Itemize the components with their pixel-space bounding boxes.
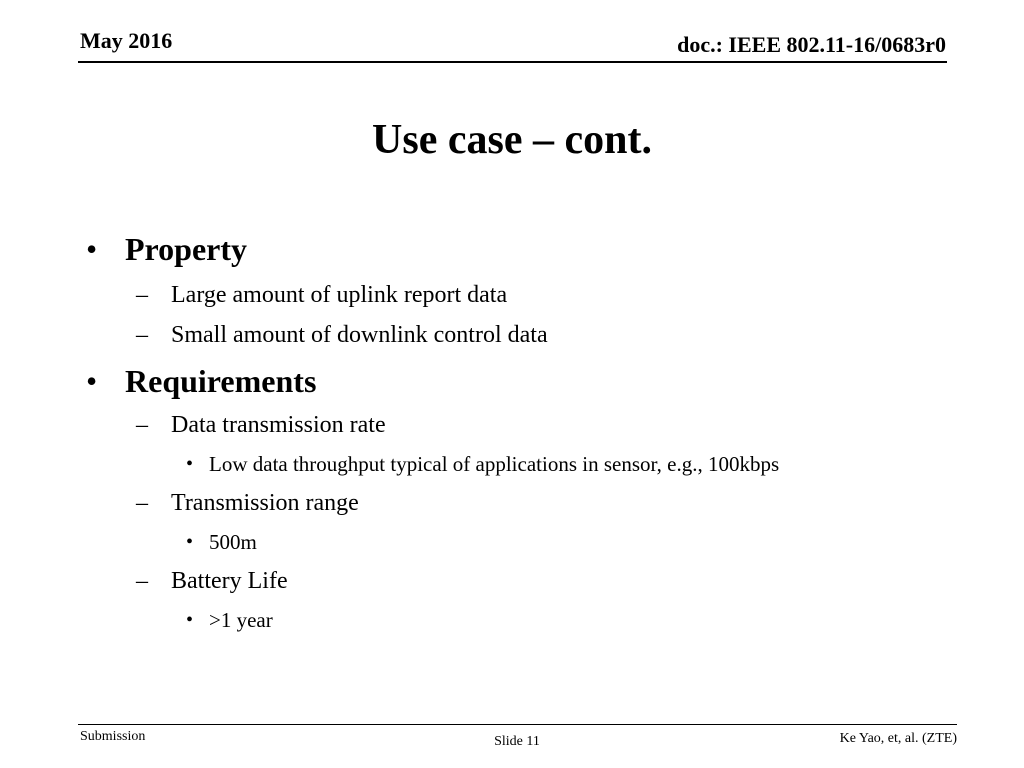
slide-title: Use case – cont. — [372, 117, 652, 163]
dash-marker: – — [136, 490, 148, 516]
bullet-marker: • — [86, 231, 98, 267]
footer-submission: Submission — [80, 729, 146, 744]
sub-list-item: Low data throughput typical of applications in sensor, e.g., 100kbps — [209, 452, 780, 476]
sub-list-item: 500m — [209, 530, 257, 554]
list-item: Transmission range — [171, 490, 359, 516]
list-item: Data transmission rate — [171, 412, 386, 438]
sub-bullet-marker: • — [186, 609, 194, 631]
footer-divider — [78, 724, 957, 725]
sub-bullet-marker: • — [186, 453, 194, 475]
footer-slide-number: Slide 11 — [494, 734, 540, 749]
sub-bullet-marker: • — [186, 531, 194, 553]
bullet-marker: • — [86, 363, 98, 399]
header-doc-id: doc.: IEEE 802.11-16/0683r0 — [677, 32, 946, 57]
dash-marker: – — [136, 412, 148, 438]
list-item: Small amount of downlink control data — [171, 322, 548, 348]
dash-marker: – — [136, 322, 148, 348]
list-item: Battery Life — [171, 568, 288, 594]
bullet-heading-requirements: Requirements — [125, 363, 317, 399]
footer-author: Ke Yao, et, al. (ZTE) — [839, 731, 957, 746]
dash-marker: – — [136, 282, 148, 308]
header-date: May 2016 — [80, 28, 173, 53]
sub-list-item: >1 year — [209, 608, 273, 632]
bullet-heading-property: Property — [125, 231, 248, 267]
dash-marker: – — [136, 568, 148, 594]
list-item: Large amount of uplink report data — [171, 282, 508, 308]
